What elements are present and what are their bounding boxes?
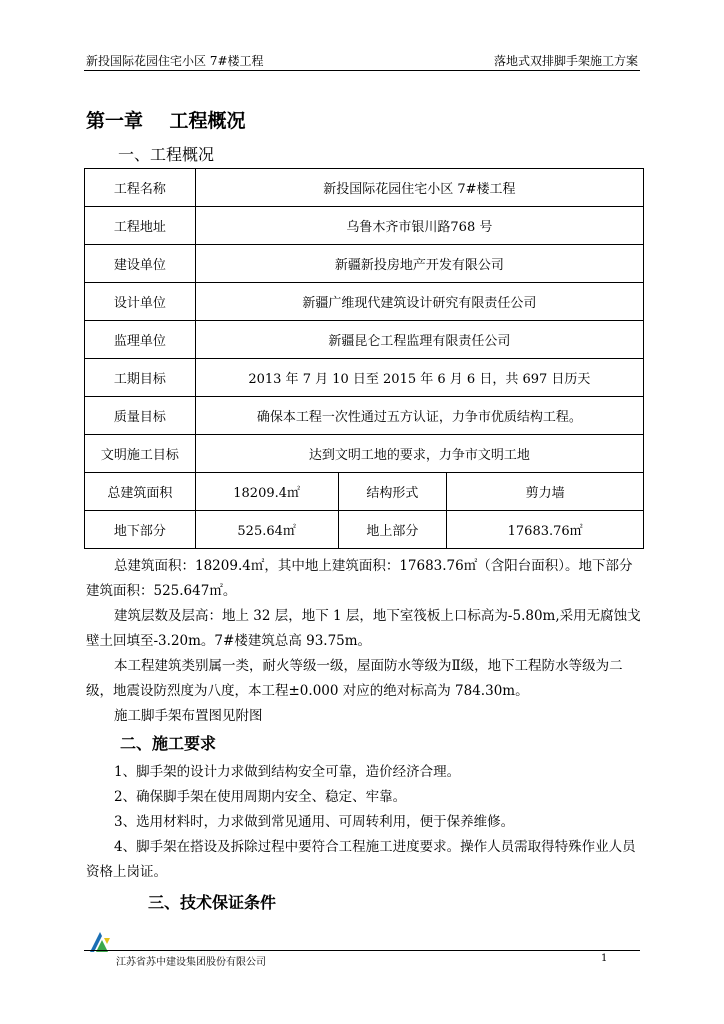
requirement-item: 2、确保脚手架在使用周期内安全、稳定、牢靠。 xyxy=(114,789,407,805)
table-row xyxy=(85,397,644,435)
table-row xyxy=(85,245,644,283)
row-label: 建设单位 xyxy=(85,245,196,283)
row-label: 文明施工目标 xyxy=(85,435,196,473)
row-value: 乌鲁木齐市银川路768 号 xyxy=(195,207,643,245)
section-2-title: 二、施工要求 xyxy=(120,734,217,753)
row-label: 地上部分 xyxy=(338,511,447,549)
header-document-title: 落地式双排脚手架施工方案 xyxy=(493,54,638,68)
table-row xyxy=(85,359,644,397)
row-value: 新投国际花园住宅小区 7#楼工程 xyxy=(195,169,643,207)
footer-divider xyxy=(84,950,640,951)
row-label: 设计单位 xyxy=(85,283,196,321)
row-label: 地下部分 xyxy=(85,511,196,549)
row-value: 2013 年 7 月 10 日至 2015 年 6 月 6 日，共 697 日历天 xyxy=(195,359,643,397)
row-label: 监理单位 xyxy=(85,321,196,359)
table-row xyxy=(85,207,644,245)
row-label: 工程名称 xyxy=(85,169,196,207)
requirements-list xyxy=(86,760,642,885)
row-label: 总建筑面积 xyxy=(85,473,196,511)
row-value: 新疆昆仑工程监理有限责任公司 xyxy=(195,321,643,359)
footer-company: 江苏省苏中建设集团股份有限公司 xyxy=(116,957,266,968)
row-label: 结构形式 xyxy=(338,473,447,511)
paragraph-scaffold-drawing: 施工脚手架布置图见附图 xyxy=(114,708,263,724)
row-label: 工程地址 xyxy=(85,207,196,245)
table-row xyxy=(85,473,644,511)
row-value: 18209.4㎡ xyxy=(195,473,338,511)
row-value: 新疆广维现代建筑设计研究有限责任公司 xyxy=(195,283,643,321)
table-row xyxy=(85,435,644,473)
row-value: 剪力墙 xyxy=(447,473,644,511)
table-row xyxy=(85,283,644,321)
overview-paragraphs xyxy=(86,554,642,729)
requirement-item: 3、选用材料时，力求做到常见通用、可周转利用，便于保养维修。 xyxy=(114,814,515,830)
header-divider xyxy=(84,70,640,71)
row-value: 17683.76㎡ xyxy=(447,511,644,549)
row-label: 工期目标 xyxy=(85,359,196,397)
table-row xyxy=(85,321,644,359)
table-row xyxy=(85,511,644,549)
row-value: 525.64㎡ xyxy=(195,511,338,549)
chapter-title: 第一章 工程概况 xyxy=(86,110,246,132)
header-project-name: 新投国际花园住宅小区 7#楼工程 xyxy=(86,54,264,68)
section-3-title: 三、技术保证条件 xyxy=(148,893,277,912)
table-row xyxy=(85,169,644,207)
requirement-item: 1、脚手架的设计力求做到结构安全可靠，造价经济合理。 xyxy=(114,764,461,780)
row-label: 质量目标 xyxy=(85,397,196,435)
paragraph-classification: 本工程建筑类别属一类，耐火等级一级，屋面防水等级为Ⅱ级，地下工程防水等级为二级，地震设防烈度为八度，本工程±0.000 对应的绝对标高为 784.30m。 xyxy=(86,658,623,699)
page-number: 1 xyxy=(601,953,608,964)
project-info-table xyxy=(84,168,644,549)
section-1-title: 一、工程概况 xyxy=(118,145,215,164)
row-value: 达到文明工地的要求，力争市文明工地 xyxy=(195,435,643,473)
requirement-item: 4、脚手架在搭设及拆除过程中要符合工程施工进度要求。操作人员需取得特殊作业人员资格上岗证。 xyxy=(86,839,636,880)
paragraph-floors: 建筑层数及层高：地上 32 层，地下 1 层，地下室筏板上口标高为-5.80m,采用无腐蚀戈壁土回填至-3.20m。7#楼建筑总高 93.75m。 xyxy=(86,608,641,649)
row-value: 确保本工程一次性通过五方认证，力争市优质结构工程。 xyxy=(195,397,643,435)
row-value: 新疆新投房地产开发有限公司 xyxy=(195,245,643,283)
paragraph-area: 总建筑面积：18209.4㎡，其中地上建筑面积：17683.76㎡（含阳台面积）。地下部分建筑面积：525.647㎡。 xyxy=(86,558,633,599)
